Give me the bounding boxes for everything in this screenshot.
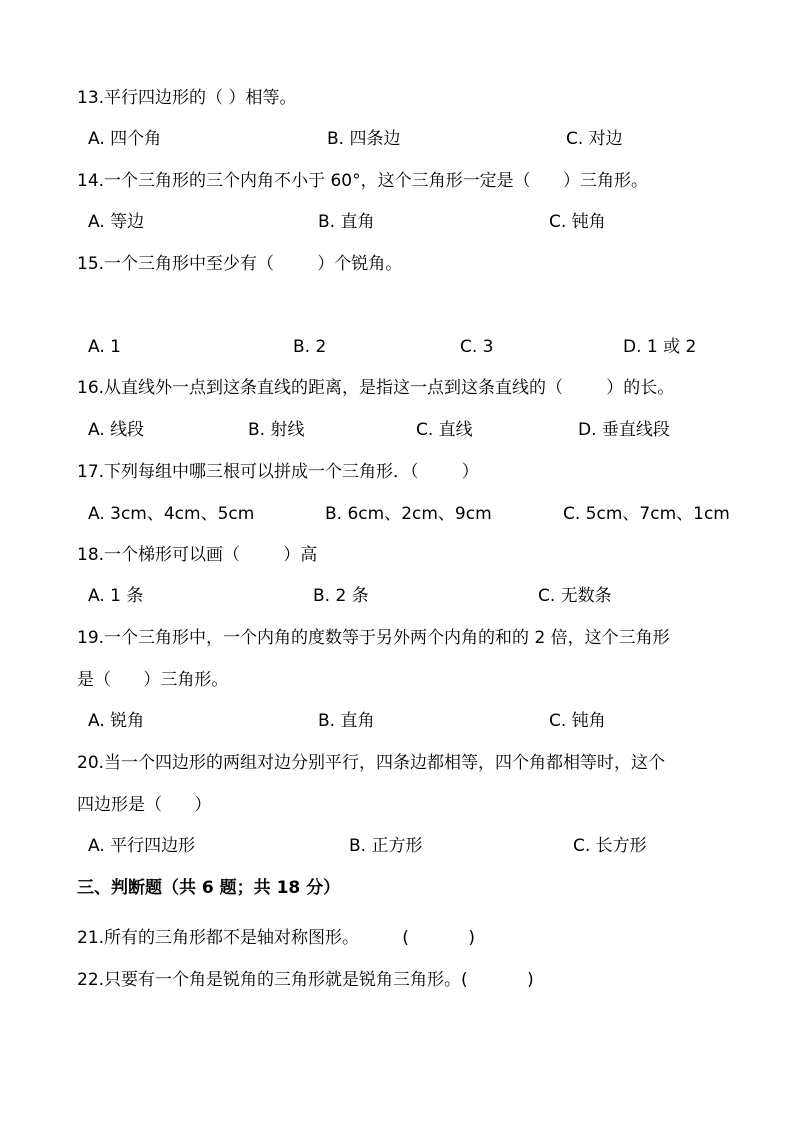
q14-option-a: A. 等边	[88, 212, 145, 232]
q19-option-a: A. 锐角	[88, 711, 145, 731]
q20-option-b: B. 正方形	[349, 836, 423, 856]
question-20-stem-line2: 四边形是（ ）	[77, 795, 212, 815]
q13-option-c: C. 对边	[566, 129, 623, 149]
q13-option-a: A. 四个角	[88, 129, 162, 149]
q16-option-a: A. 线段	[88, 420, 145, 440]
q20-option-a: A. 平行四边形	[88, 836, 196, 856]
question-17-stem: 17.下列每组中哪三根可以拼成一个三角形．（ ）	[77, 462, 479, 482]
q17-option-b: B. 6cm、2cm、9cm	[325, 504, 492, 524]
q16-option-b: B. 射线	[248, 420, 305, 440]
question-22-stem: 22.只要有一个角是锐角的三角形就是锐角三角形。( )	[77, 970, 534, 990]
question-15-stem: 15.一个三角形中至少有（ ）个锐角。	[77, 254, 403, 274]
q20-option-c: C. 长方形	[573, 836, 647, 856]
q19-option-b: B. 直角	[318, 711, 375, 731]
q16-option-c: C. 直线	[416, 420, 473, 440]
question-19-stem-line2: 是（ ）三角形。	[77, 670, 229, 690]
q19-option-c: C. 钝角	[549, 711, 606, 731]
q16-option-d: D. 垂直线段	[578, 420, 670, 440]
q18-option-c: C. 无数条	[538, 586, 612, 606]
question-21-stem: 21.所有的三角形都不是轴对称图形。 ( )	[77, 928, 475, 948]
question-14-stem: 14.一个三角形的三个内角不小于 60°，这个三角形一定是（ ）三角形。	[77, 171, 648, 191]
q15-option-a: A. 1	[88, 337, 121, 357]
q14-option-c: C. 钝角	[549, 212, 606, 232]
question-19-stem-line1: 19.一个三角形中，一个内角的度数等于另外两个内角的和的 2 倍，这个三角形	[77, 628, 670, 648]
q18-option-b: B. 2 条	[313, 586, 369, 606]
question-20-stem-line1: 20.当一个四边形的两组对边分别平行，四条边都相等，四个角都相等时，这个	[77, 753, 666, 773]
section-3-heading: 三、判断题（共 6 题；共 18 分）	[77, 878, 341, 898]
question-13-stem: 13.平行四边形的（ ）相等。	[77, 88, 297, 108]
q14-option-b: B. 直角	[318, 212, 375, 232]
q15-option-d: D. 1 或 2	[623, 337, 697, 357]
q18-option-a: A. 1 条	[88, 586, 144, 606]
q15-option-c: C. 3	[460, 337, 494, 357]
q17-option-c: C. 5cm、7cm、1cm	[563, 504, 730, 524]
question-16-stem: 16.从直线外一点到这条直线的距离，是指这一点到这条直线的（ ）的长。	[77, 378, 675, 398]
q17-option-a: A. 3cm、4cm、5cm	[88, 504, 255, 524]
question-18-stem: 18.一个梯形可以画（ ）高	[77, 545, 318, 565]
q15-option-b: B. 2	[293, 337, 327, 357]
q13-option-b: B. 四条边	[327, 129, 401, 149]
